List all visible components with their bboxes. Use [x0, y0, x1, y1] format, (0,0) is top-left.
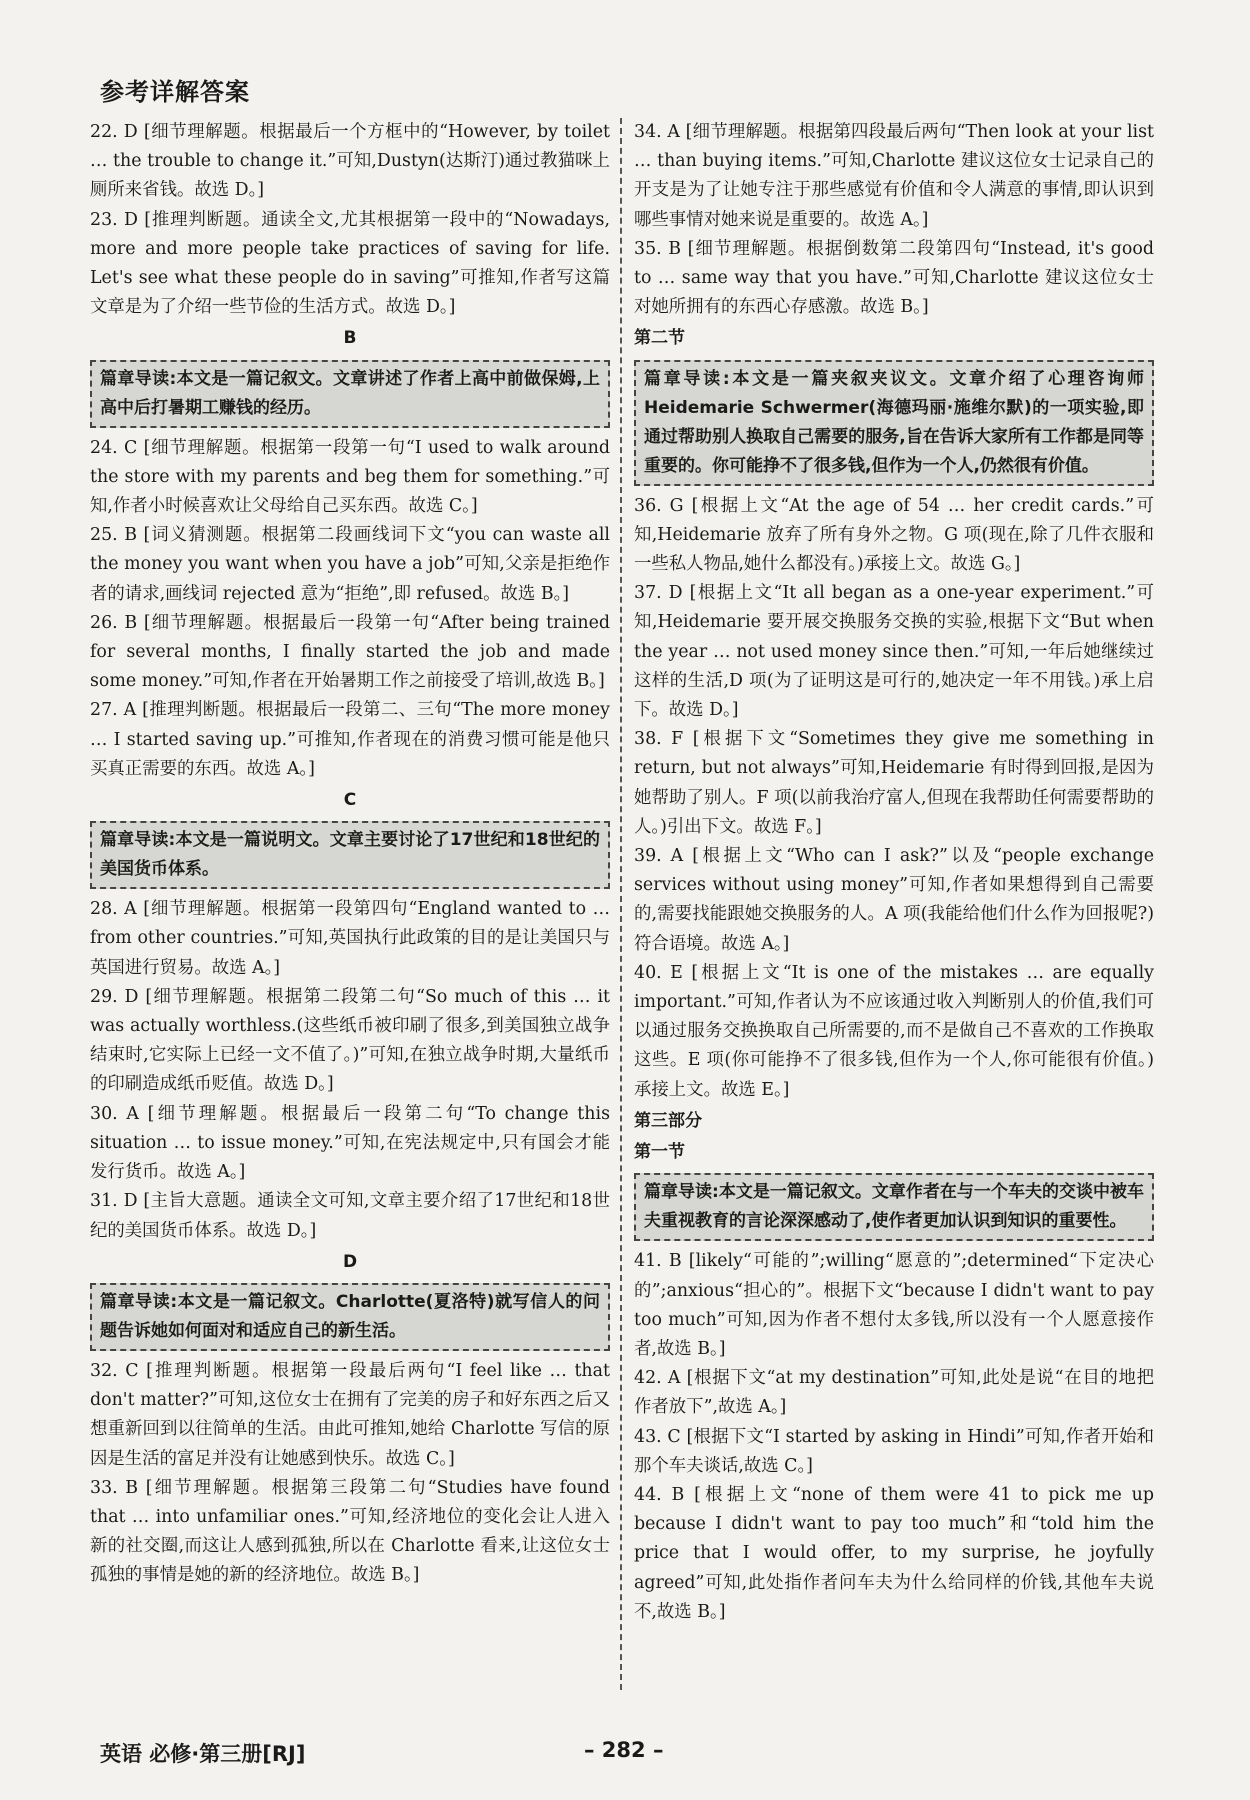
answer-item: 38. F [根据下文“Sometimes they give me something in return, but not always”可知,Heidemarie 有时得到回报,是因为她帮助了别人。F 项(以前我治疗富人,但现在我帮助任何需要帮助的人。)引出下文。故选 F。] [634, 729, 1154, 837]
answer-item: 24. C [细节理解题。根据第一段第一句“I used to walk around the store with my parents and beg them for something.”可知,作者小时候喜欢让父母给自己买东西。故选 C。] [90, 437, 610, 517]
answer-item: 30. A [细节理解题。根据最后一段第二句“To change this situation … to issue money.”可知,在宪法规定中,只有国会才能发行货币。故选 A。] [90, 1103, 610, 1183]
page-header: 参考详解答案 [100, 78, 250, 106]
answer-item: 41. B [likely“可能的”;willing“愿意的”;determined“下定决心的”;anxious“担心的”。根据下文“because I didn't want to pay too much”可知,因为作者不想付太多钱,所以没有一个人愿意接作者,故选 B。] [634, 1251, 1154, 1359]
answer-item: 34. A [细节理解题。根据第四段最后两句“Then look at your list … than buying items.”可知,Charlotte 建议这位女士记录自己的开支是为了让她专注于那些感觉有价值和令人满意的事情,即认识到哪些事情对她来说是重要的。故选 A。] [634, 122, 1154, 230]
right-column [634, 118, 1154, 1627]
page-number: – 282 – [584, 1738, 664, 1762]
answer-item: 26. B [细节理解题。根据最后一段第一句“After being trained for several months, I finally started the job and made some money.”可知,作者在开始暑期工作之前接受了培训,故选 B。] [90, 612, 610, 692]
answer-item: 40. E [根据上文“It is one of the mistakes … are equally important.”可知,作者认为不应该通过收入判断别人的价值,我们可以通过服务交换换取自己所需要的,而不是做自己不喜欢的工作换取这些。E 项(你可能挣不了很多钱,但作为一个人,你可能很有价值。)承接上文。故选 E。] [634, 962, 1154, 1100]
column-divider [620, 118, 622, 1690]
answer-item: 36. G [根据上文“At the age of 54 … her credit cards.”可知,Heidemarie 放弃了所有身外之物。G 项(现在,除了几件衣服和一些私人物品,她什么都没有。)承接上文。故选 G。] [634, 495, 1154, 575]
passage-letter: C [343, 790, 357, 811]
book-title: 英语 必修·第三册[RJ] [100, 1742, 306, 1766]
answer-item: 37. D [根据上文“It all began as a one-year experiment.”可知,Heidemarie 要开展交换服务交换的实验,根据下文“But when the year … not used money since then.”可知,一年后她继续过这样的生活,D 项(为了证明这是可行的,她决定一年不用钱。)承上启下。故选 D。] [634, 583, 1154, 721]
passage-letter: D [342, 1251, 358, 1272]
answer-item: 29. D [细节理解题。根据第二段第二句“So much of this … it was actually worthless.(这些纸币被印刷了很多,到美国独立战争结束时,它实际上已经一文不值了。)”可知,在独立战争时期,大量纸币的印刷造成纸币贬值。故选 D。] [90, 986, 610, 1095]
answer-item: 32. C [推理判断题。根据第一段最后两句“I feel like … that don't matter?”可知,这位女士在拥有了完美的房子和好东西之后又想重新回到以往简单的生活。由此可推知,她给 Charlotte 写信的原因是生活的富足并没有让她感到快乐。故选 C。] [90, 1360, 610, 1469]
section-heading: 第二节 [634, 328, 685, 349]
answer-item: 22. D [细节理解题。根据最后一个方框中的“However, by toilet … the trouble to change it.”可知,Dustyn(达斯汀)通过教猫咪上厕所来省钱。故选 D。] [90, 122, 610, 201]
passage-guide-box: 篇章导读:本文是一篇记叙文。文章作者在与一个车夫的交谈中被车夫重视教育的言论深深感动了,使作者更加认识到知识的重要性。 [634, 1173, 1154, 1241]
passage-letter: B [343, 328, 357, 349]
answer-item: 33. B [细节理解题。根据第三段第二句“Studies have found that … into unfamiliar ones.”可知,经济地位的变化会让人进入新的社交圈,而这让人感到孤独,所以在 Charlotte 看来,让这位女士孤独的事情是她的新的经济地位。故选 B。] [90, 1477, 610, 1586]
answer-item: 35. B [细节理解题。根据倒数第二段第四句“Instead, it's good to … same way that you have.”可知,Charlotte 建议这位女士对她所拥有的东西心存感激。故选 B。] [634, 238, 1154, 318]
passage-guide-box: 篇章导读:本文是一篇记叙文。文章讲述了作者上高中前做保姆,上高中后打暑期工赚钱的经历。 [90, 360, 610, 428]
passage-guide-box: 篇章导读:本文是一篇记叙文。Charlotte(夏洛特)就写信人的问题告诉她如何面对和适应自己的新生活。 [90, 1283, 610, 1351]
answer-item: 25. B [词义猜测题。根据第二段画线词下文“you can waste all the money you want when you have a job”可知,父亲是拒绝作者的请求,画线词 rejected 意为“拒绝”,即 refused。故选 B。] [90, 525, 610, 604]
answer-item: 44. B [根据上文“none of them were 41 to pick me up because I didn't want to pay too much”和“told him the price that I would offer, to my surprise, he joyfully agreed”可知,此处指作者问车夫为什么给同样的价钱,其他车夫说不,故选 B。] [634, 1484, 1154, 1622]
passage-guide-box: 篇章导读:本文是一篇说明文。文章主要讨论了17世纪和18世纪的美国货币体系。 [90, 821, 610, 889]
answer-item: 39. A [根据上文“Who can I ask?”以及“people exchange services without using money”可知,作者如果想得到自己需要的,需要找能跟她交换服务的人。A 项(我能给他们什么作为回报呢?)符合语境。故选 A。] [634, 846, 1154, 954]
section-heading: 第三部分 [634, 1110, 702, 1131]
answer-item: 28. A [细节理解题。根据第一段第四句“England wanted to … from other countries.”可知,英国执行此政策的目的是让美国只与英国进行贸易。故选 A。] [90, 899, 610, 978]
answer-item: 43. C [根据下文“I started by asking in Hindi”可知,作者开始和那个车夫谈话,故选 C。] [634, 1426, 1154, 1476]
answer-item: 31. D [主旨大意题。通读全文可知,文章主要介绍了17世纪和18世纪的美国货币体系。故选 D。] [90, 1191, 610, 1241]
section-heading: 第一节 [634, 1142, 685, 1163]
passage-guide-box: 篇章导读:本文是一篇夹叙夹议文。文章介绍了心理咨询师 Heidemarie Schwermer(海德玛丽·施维尔默)的一项实验,即通过帮助别人换取自己需要的服务,旨在告诉大家所有工作都是同等重要的。你可能挣不了很多钱,但作为一个人,仍然很有价值。 [634, 360, 1154, 486]
answer-item: 27. A [推理判断题。根据最后一段第二、三句“The more money … I started saving up.”可推知,作者现在的消费习惯可能是他只买真正需要的东西。故选 A。] [90, 700, 610, 779]
answer-item: 23. D [推理判断题。通读全文,尤其根据第一段中的“Nowadays, more and more people take practices of saving for life. Let's see what these people do in saving”可推知,作者写这篇文章是为了介绍一些节俭的生活方式。故选 D。] [90, 209, 610, 318]
answer-item: 42. A [根据下文“at my destination”可知,此处是说“在目的地把作者放下”,故选 A。] [634, 1368, 1154, 1418]
left-column [90, 118, 610, 1591]
